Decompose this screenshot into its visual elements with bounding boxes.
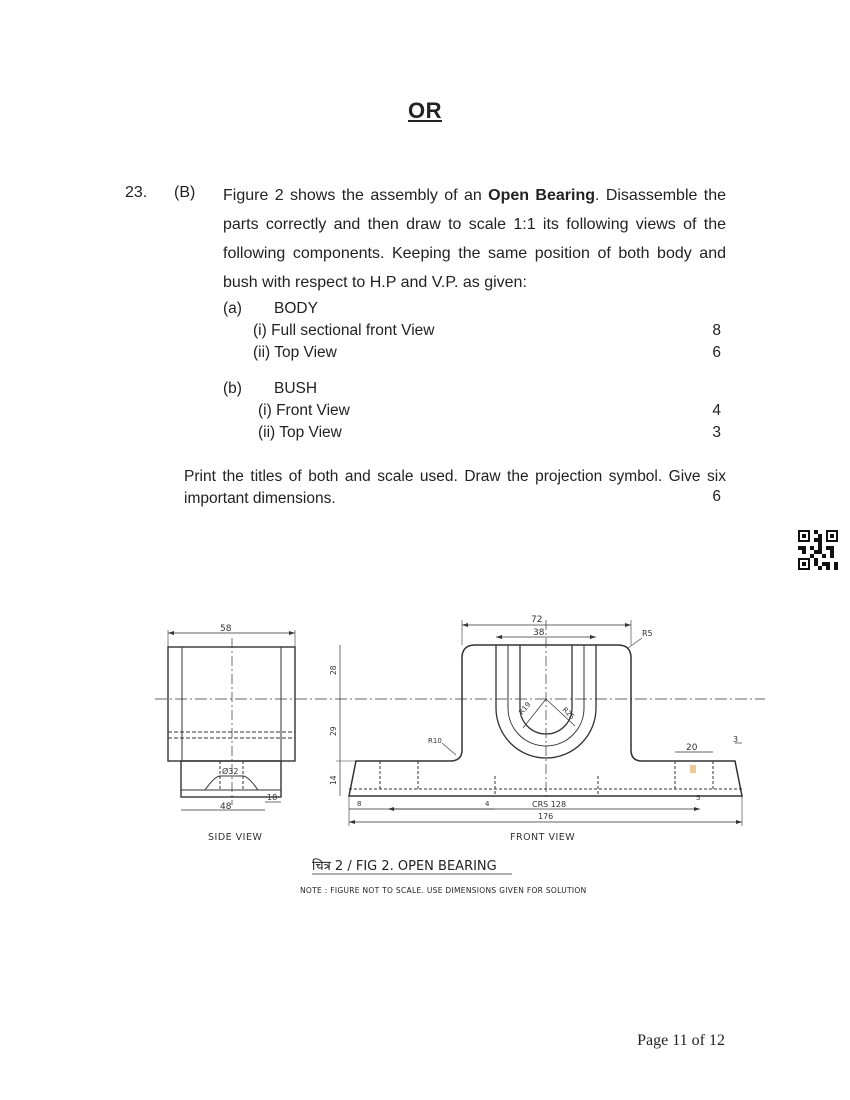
- section-b-item-2-marks: 3: [712, 424, 721, 441]
- page-number: Page 11 of 12: [637, 1032, 725, 1049]
- side-view: [168, 630, 295, 810]
- open-bearing-figure: [150, 600, 770, 910]
- dim-20: 20: [686, 743, 698, 753]
- section-a-title: BODY: [274, 300, 318, 317]
- dim-r19: R19: [517, 700, 533, 717]
- dim-48: 48: [220, 802, 232, 812]
- intro-text: Figure 2 shows the assembly of an: [223, 187, 489, 204]
- side-view-bush-outline: [168, 647, 295, 761]
- or-heading: OR: [408, 98, 442, 123]
- dim-r25: R25: [560, 705, 576, 722]
- section-a-item-1: (i) Full sectional front View: [253, 322, 435, 339]
- front-view-body-outline: [349, 645, 742, 796]
- front-view: [336, 620, 742, 826]
- section-a-item-2: (ii) Top View: [253, 344, 337, 361]
- question-number: 23.: [125, 184, 148, 201]
- dim-4: 4: [485, 800, 490, 808]
- dim-r10: R10: [428, 737, 442, 745]
- side-view-label: SIDE VIEW: [208, 832, 263, 843]
- section-a-item-1-marks: 8: [712, 322, 721, 339]
- section-a-label: (a): [223, 300, 242, 317]
- dim-38: 38: [533, 628, 545, 638]
- dim-3: 3: [733, 735, 739, 744]
- figure-note: NOTE : FIGURE NOT TO SCALE. USE DIMENSIONS GIVEN FOR SOLUTION: [300, 886, 587, 895]
- dim-crs-128: CRS 128: [532, 800, 567, 809]
- dim-176: 176: [538, 812, 554, 821]
- dim-18: 18: [267, 793, 278, 802]
- dim-58: 58: [220, 624, 232, 634]
- dim-height-29: 29: [329, 726, 338, 736]
- intro-bold: Open Bearing: [488, 187, 595, 204]
- section-a-item-2-marks: 6: [712, 344, 721, 361]
- question-text: [223, 181, 726, 297]
- dim-r5: R5: [642, 629, 653, 638]
- front-view-label: FRONT VIEW: [510, 832, 576, 843]
- intro-text-cont: . Disassemble the parts correctly and then draw to scale 1:1 its following views of the following components. Keeping the same position of both body and bush with respect to H.P and V.P. as given:: [223, 187, 727, 291]
- section-b-item-1-marks: 4: [712, 402, 721, 419]
- final-instructions: Print the titles of both and scale used. Draw the projection symbol. Give six important dimensions.: [184, 468, 726, 507]
- section-b-label: (b): [223, 380, 242, 397]
- qr-code: [798, 530, 838, 570]
- section-b-item-1: (i) Front View: [258, 402, 350, 419]
- dim-height-14: 14: [329, 775, 338, 785]
- figure-caption: चित्र 2 / FIG 2. OPEN BEARING: [312, 859, 497, 874]
- section-b-item-2: (ii) Top View: [258, 424, 342, 441]
- dim-32: Ø32: [222, 767, 239, 776]
- dim-5: 5: [696, 794, 701, 802]
- final-marks: 6: [712, 488, 721, 505]
- dim-72: 72: [531, 615, 543, 625]
- dim-8: 8: [357, 800, 362, 808]
- section-b-title: BUSH: [274, 380, 318, 397]
- question-part: (B): [174, 184, 196, 201]
- dim-height-28: 28: [329, 665, 338, 675]
